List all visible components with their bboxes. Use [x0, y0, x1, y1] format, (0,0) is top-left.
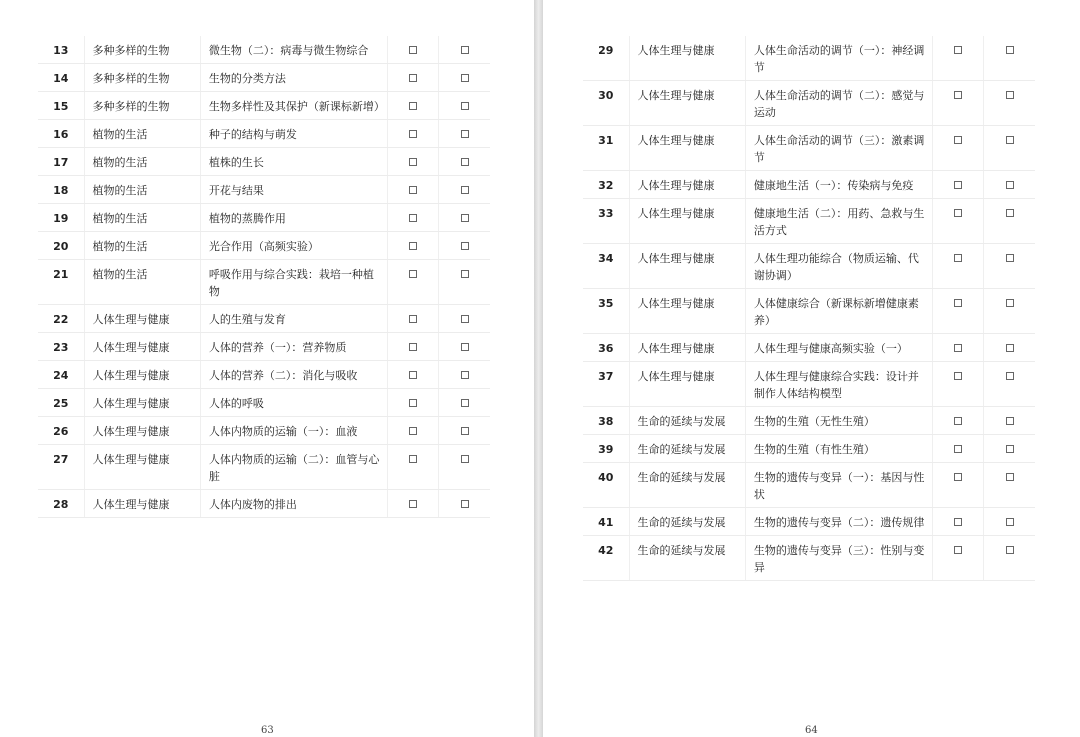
table-row — [38, 148, 490, 176]
first-checkbox-cell — [932, 435, 983, 463]
first-checkbox[interactable] — [954, 136, 962, 144]
row-number: 38 — [583, 407, 629, 435]
first-checkbox[interactable] — [954, 91, 962, 99]
category-cell: 生命的延续与发展 — [629, 536, 745, 581]
first-checkbox-cell — [387, 204, 438, 232]
category-cell: 生命的延续与发展 — [629, 463, 745, 508]
topic-cell: 微生物（二）：病毒与微生物综合 — [200, 36, 387, 64]
first-checkbox-cell — [932, 407, 983, 435]
second-checkbox-cell — [439, 64, 490, 92]
first-checkbox-cell — [387, 120, 438, 148]
first-checkbox[interactable] — [409, 186, 417, 194]
first-checkbox[interactable] — [409, 214, 417, 222]
topic-cell: 人体生理功能综合（物质运输、代谢协调） — [745, 244, 932, 289]
first-checkbox-cell — [932, 362, 983, 407]
row-number: 31 — [583, 126, 629, 171]
topic-cell: 健康地生活（一）：传染病与免疫 — [745, 171, 932, 199]
second-checkbox[interactable] — [461, 74, 469, 82]
topic-cell: 生物的遗传与变异（二）：遗传规律 — [745, 508, 932, 536]
category-cell: 生命的延续与发展 — [629, 435, 745, 463]
row-number: 27 — [38, 445, 84, 490]
first-checkbox[interactable] — [409, 270, 417, 278]
second-checkbox[interactable] — [1006, 299, 1014, 307]
table-row — [38, 92, 490, 120]
second-checkbox-cell — [984, 362, 1035, 407]
table-row — [583, 536, 1035, 581]
second-checkbox[interactable] — [1006, 473, 1014, 481]
category-cell: 多种多样的生物 — [84, 64, 200, 92]
first-checkbox[interactable] — [409, 399, 417, 407]
first-checkbox-cell — [387, 36, 438, 64]
second-checkbox-cell — [984, 199, 1035, 244]
category-cell: 人体生理与健康 — [84, 389, 200, 417]
second-checkbox[interactable] — [461, 214, 469, 222]
second-checkbox[interactable] — [1006, 91, 1014, 99]
first-checkbox[interactable] — [409, 343, 417, 351]
row-number: 42 — [583, 536, 629, 581]
first-checkbox-cell — [387, 92, 438, 120]
category-cell: 人体生理与健康 — [629, 81, 745, 126]
topic-cell: 人体健康综合（新课标新增健康素养） — [745, 289, 932, 334]
category-cell: 人体生理与健康 — [629, 199, 745, 244]
topic-cell: 光合作用（高频实验） — [200, 232, 387, 260]
checklist-table — [583, 36, 1035, 581]
second-checkbox-cell — [984, 171, 1035, 199]
table-row — [583, 126, 1035, 171]
table-row — [38, 417, 490, 445]
topic-cell: 生物的生殖（无性生殖） — [745, 407, 932, 435]
topic-cell: 生物的遗传与变异（三）：性别与变异 — [745, 536, 932, 581]
category-cell: 植物的生活 — [84, 148, 200, 176]
first-checkbox[interactable] — [954, 372, 962, 380]
second-checkbox[interactable] — [461, 130, 469, 138]
row-number: 37 — [583, 362, 629, 407]
first-checkbox[interactable] — [954, 445, 962, 453]
category-cell: 人体生理与健康 — [629, 334, 745, 362]
second-checkbox-cell — [439, 148, 490, 176]
category-cell: 人体生理与健康 — [84, 361, 200, 389]
second-checkbox-cell — [439, 490, 490, 518]
second-checkbox[interactable] — [461, 315, 469, 323]
second-checkbox-cell — [439, 333, 490, 361]
row-number: 34 — [583, 244, 629, 289]
second-checkbox-cell — [439, 305, 490, 333]
page-number: 64 — [805, 725, 818, 736]
first-checkbox[interactable] — [409, 455, 417, 463]
table-row — [583, 36, 1035, 81]
topic-cell: 开花与结果 — [200, 176, 387, 204]
table-row — [583, 508, 1035, 536]
row-number: 17 — [38, 148, 84, 176]
first-checkbox-cell — [387, 260, 438, 305]
first-checkbox[interactable] — [409, 46, 417, 54]
second-checkbox[interactable] — [461, 343, 469, 351]
row-number: 22 — [38, 305, 84, 333]
second-checkbox-cell — [439, 389, 490, 417]
page-right — [543, 0, 1080, 737]
category-cell: 生命的延续与发展 — [629, 407, 745, 435]
second-checkbox-cell — [439, 204, 490, 232]
table-row — [38, 389, 490, 417]
category-cell: 多种多样的生物 — [84, 92, 200, 120]
first-checkbox[interactable] — [954, 518, 962, 526]
first-checkbox[interactable] — [954, 181, 962, 189]
first-checkbox-cell — [387, 361, 438, 389]
topic-cell: 健康地生活（二）：用药、急救与生活方式 — [745, 199, 932, 244]
second-checkbox[interactable] — [1006, 46, 1014, 54]
table-row — [38, 305, 490, 333]
second-checkbox-cell — [984, 81, 1035, 126]
first-checkbox-cell — [932, 289, 983, 334]
first-checkbox-cell — [932, 199, 983, 244]
first-checkbox[interactable] — [409, 102, 417, 110]
table-row — [38, 260, 490, 305]
second-checkbox[interactable] — [461, 102, 469, 110]
first-checkbox-cell — [932, 508, 983, 536]
row-number: 29 — [583, 36, 629, 81]
table-row — [38, 232, 490, 260]
second-checkbox-cell — [439, 176, 490, 204]
topic-cell: 人体内废物的排出 — [200, 490, 387, 518]
second-checkbox[interactable] — [1006, 518, 1014, 526]
category-cell: 植物的生活 — [84, 176, 200, 204]
first-checkbox-cell — [387, 490, 438, 518]
topic-cell: 人体生理与健康综合实践：设计并制作人体结构模型 — [745, 362, 932, 407]
second-checkbox[interactable] — [1006, 209, 1014, 217]
second-checkbox-cell — [439, 92, 490, 120]
second-checkbox-cell — [984, 334, 1035, 362]
second-checkbox[interactable] — [1006, 344, 1014, 352]
category-cell: 生命的延续与发展 — [629, 508, 745, 536]
second-checkbox-cell — [984, 36, 1035, 81]
topic-cell: 人体内物质的运输（一）：血液 — [200, 417, 387, 445]
category-cell: 人体生理与健康 — [84, 305, 200, 333]
second-checkbox-cell — [984, 126, 1035, 171]
second-checkbox[interactable] — [461, 399, 469, 407]
second-checkbox[interactable] — [1006, 254, 1014, 262]
category-cell: 人体生理与健康 — [84, 417, 200, 445]
second-checkbox[interactable] — [1006, 372, 1014, 380]
first-checkbox[interactable] — [409, 427, 417, 435]
first-checkbox-cell — [387, 232, 438, 260]
row-number: 19 — [38, 204, 84, 232]
first-checkbox[interactable] — [954, 344, 962, 352]
category-cell: 人体生理与健康 — [84, 490, 200, 518]
first-checkbox-cell — [387, 417, 438, 445]
second-checkbox-cell — [984, 407, 1035, 435]
page-number: 63 — [261, 725, 274, 736]
table-row — [38, 120, 490, 148]
first-checkbox[interactable] — [954, 417, 962, 425]
table-row — [38, 64, 490, 92]
first-checkbox-cell — [932, 334, 983, 362]
topic-cell: 人体生命活动的调节（三）：激素调节 — [745, 126, 932, 171]
first-checkbox[interactable] — [409, 242, 417, 250]
table-row — [583, 407, 1035, 435]
first-checkbox[interactable] — [954, 299, 962, 307]
checklist-table — [38, 36, 490, 518]
table-row — [583, 171, 1035, 199]
second-checkbox[interactable] — [461, 455, 469, 463]
second-checkbox-cell — [439, 260, 490, 305]
second-checkbox-cell — [984, 289, 1035, 334]
second-checkbox-cell — [984, 244, 1035, 289]
topic-cell: 人体的呼吸 — [200, 389, 387, 417]
table-row — [583, 435, 1035, 463]
table-row — [583, 362, 1035, 407]
row-number: 26 — [38, 417, 84, 445]
first-checkbox-cell — [387, 305, 438, 333]
first-checkbox-cell — [932, 81, 983, 126]
page-gutter — [534, 0, 543, 737]
row-number: 15 — [38, 92, 84, 120]
row-number: 13 — [38, 36, 84, 64]
first-checkbox-cell — [932, 126, 983, 171]
first-checkbox[interactable] — [409, 130, 417, 138]
topic-cell: 人体生理与健康高频实验（一） — [745, 334, 932, 362]
topic-cell: 生物的生殖（有性生殖） — [745, 435, 932, 463]
second-checkbox[interactable] — [461, 427, 469, 435]
row-number: 18 — [38, 176, 84, 204]
second-checkbox[interactable] — [461, 270, 469, 278]
category-cell: 人体生理与健康 — [84, 445, 200, 490]
second-checkbox[interactable] — [1006, 546, 1014, 554]
row-number: 35 — [583, 289, 629, 334]
second-checkbox[interactable] — [461, 46, 469, 54]
table-row — [38, 36, 490, 64]
row-number: 14 — [38, 64, 84, 92]
row-number: 16 — [38, 120, 84, 148]
first-checkbox-cell — [932, 36, 983, 81]
row-number: 28 — [38, 490, 84, 518]
first-checkbox-cell — [387, 176, 438, 204]
second-checkbox-cell — [439, 445, 490, 490]
topic-cell: 生物的分类方法 — [200, 64, 387, 92]
row-number: 21 — [38, 260, 84, 305]
first-checkbox[interactable] — [409, 74, 417, 82]
second-checkbox-cell — [439, 36, 490, 64]
first-checkbox-cell — [387, 333, 438, 361]
topic-cell: 种子的结构与萌发 — [200, 120, 387, 148]
table-row — [38, 204, 490, 232]
row-number: 41 — [583, 508, 629, 536]
topic-cell: 人体生命活动的调节（一）：神经调节 — [745, 36, 932, 81]
row-number: 30 — [583, 81, 629, 126]
topic-cell: 人体生命活动的调节（二）：感觉与运动 — [745, 81, 932, 126]
topic-cell: 人体的营养（一）：营养物质 — [200, 333, 387, 361]
second-checkbox-cell — [984, 536, 1035, 581]
first-checkbox-cell — [387, 148, 438, 176]
second-checkbox[interactable] — [1006, 445, 1014, 453]
second-checkbox[interactable] — [1006, 136, 1014, 144]
row-number: 39 — [583, 435, 629, 463]
topic-cell: 人体内物质的运输（二）：血管与心脏 — [200, 445, 387, 490]
table-row — [583, 81, 1035, 126]
first-checkbox[interactable] — [954, 254, 962, 262]
row-number: 24 — [38, 361, 84, 389]
category-cell: 多种多样的生物 — [84, 36, 200, 64]
second-checkbox-cell — [984, 508, 1035, 536]
first-checkbox-cell — [932, 536, 983, 581]
category-cell: 人体生理与健康 — [629, 126, 745, 171]
second-checkbox-cell — [984, 463, 1035, 508]
category-cell: 植物的生活 — [84, 120, 200, 148]
first-checkbox[interactable] — [409, 500, 417, 508]
category-cell: 植物的生活 — [84, 204, 200, 232]
second-checkbox-cell — [439, 417, 490, 445]
first-checkbox[interactable] — [954, 46, 962, 54]
table-row — [38, 361, 490, 389]
second-checkbox-cell — [984, 435, 1035, 463]
second-checkbox-cell — [439, 232, 490, 260]
table-row — [583, 463, 1035, 508]
first-checkbox-cell — [932, 463, 983, 508]
table-row — [583, 289, 1035, 334]
second-checkbox-cell — [439, 361, 490, 389]
first-checkbox-cell — [932, 171, 983, 199]
first-checkbox[interactable] — [409, 315, 417, 323]
category-cell: 植物的生活 — [84, 260, 200, 305]
first-checkbox[interactable] — [409, 158, 417, 166]
first-checkbox[interactable] — [954, 473, 962, 481]
category-cell: 植物的生活 — [84, 232, 200, 260]
second-checkbox[interactable] — [1006, 181, 1014, 189]
second-checkbox[interactable] — [461, 242, 469, 250]
category-cell: 人体生理与健康 — [629, 362, 745, 407]
page-left — [0, 0, 534, 737]
category-cell: 人体生理与健康 — [84, 333, 200, 361]
row-number: 25 — [38, 389, 84, 417]
first-checkbox-cell — [387, 445, 438, 490]
row-number: 32 — [583, 171, 629, 199]
second-checkbox[interactable] — [461, 186, 469, 194]
topic-cell: 生物多样性及其保护（新课标新增） — [200, 92, 387, 120]
second-checkbox[interactable] — [461, 500, 469, 508]
row-number: 23 — [38, 333, 84, 361]
table-row — [583, 199, 1035, 244]
row-number: 20 — [38, 232, 84, 260]
table-row — [38, 176, 490, 204]
first-checkbox-cell — [387, 389, 438, 417]
row-number: 33 — [583, 199, 629, 244]
second-checkbox[interactable] — [1006, 417, 1014, 425]
first-checkbox[interactable] — [954, 209, 962, 217]
row-number: 36 — [583, 334, 629, 362]
category-cell: 人体生理与健康 — [629, 244, 745, 289]
table-row — [38, 333, 490, 361]
second-checkbox-cell — [439, 120, 490, 148]
table-row — [583, 244, 1035, 289]
first-checkbox-cell — [387, 64, 438, 92]
table-row — [38, 445, 490, 490]
first-checkbox[interactable] — [954, 546, 962, 554]
topic-cell: 植物的蒸腾作用 — [200, 204, 387, 232]
second-checkbox[interactable] — [461, 371, 469, 379]
topic-cell: 人体的营养（二）：消化与吸收 — [200, 361, 387, 389]
table-row — [38, 490, 490, 518]
table-row — [583, 334, 1035, 362]
topic-cell: 植株的生长 — [200, 148, 387, 176]
category-cell: 人体生理与健康 — [629, 36, 745, 81]
topic-cell: 人的生殖与发育 — [200, 305, 387, 333]
category-cell: 人体生理与健康 — [629, 171, 745, 199]
first-checkbox-cell — [932, 244, 983, 289]
topic-cell: 生物的遗传与变异（一）：基因与性状 — [745, 463, 932, 508]
category-cell: 人体生理与健康 — [629, 289, 745, 334]
topic-cell: 呼吸作用与综合实践：栽培一种植物 — [200, 260, 387, 305]
row-number: 40 — [583, 463, 629, 508]
first-checkbox[interactable] — [409, 371, 417, 379]
second-checkbox[interactable] — [461, 158, 469, 166]
